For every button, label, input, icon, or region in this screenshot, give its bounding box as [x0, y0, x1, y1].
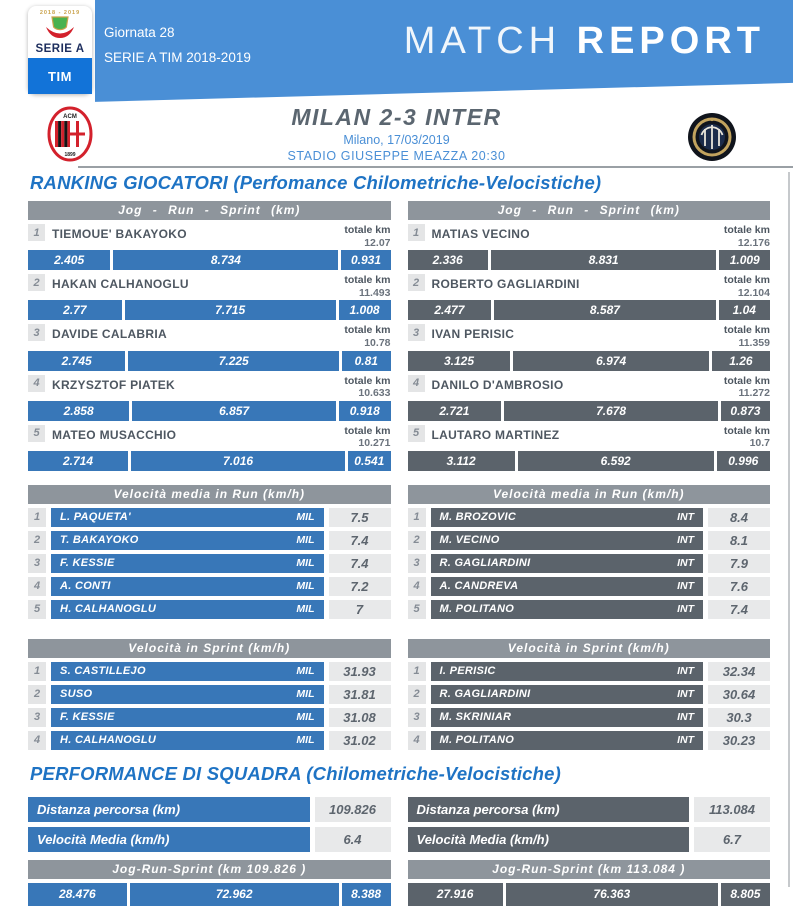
sprint-segment: 0.931 — [341, 250, 390, 270]
run-segment: 7.016 — [131, 451, 345, 471]
speed-row — [28, 531, 391, 550]
jog-run-sprint-header: Jog - Run - Sprint (km) — [28, 201, 391, 220]
team-jog-run-sprint-header: Jog-Run-Sprint (km 113.084 ) — [408, 860, 771, 879]
rank-number: 4 — [408, 375, 425, 392]
team-abbr: INT — [677, 534, 694, 547]
totale-km-label: totale km — [723, 324, 770, 337]
ranking-tables — [28, 201, 770, 471]
stat-row — [408, 827, 771, 852]
totale-km-label: totale km — [344, 374, 391, 387]
player-bar — [51, 554, 324, 573]
totale-km-value: 12.176 — [737, 236, 770, 249]
speed-value: 7.4 — [708, 600, 770, 619]
player-name: R. GAGLIARDINI — [439, 688, 531, 701]
rank-number: 1 — [28, 662, 46, 681]
sprint-speed-header: Velocità in Sprint (km/h) — [28, 639, 391, 658]
rank-number: 4 — [28, 731, 46, 750]
speed-row — [28, 708, 391, 727]
player-row — [28, 423, 391, 471]
player-bar — [51, 508, 324, 527]
match-place-date: Milano, 17/03/2019 — [343, 133, 450, 147]
player-row — [28, 272, 391, 320]
player-bar — [431, 554, 704, 573]
jog-run-sprint-bar — [408, 300, 771, 320]
jog-run-sprint-bar — [408, 250, 771, 270]
sprint-segment: 0.873 — [721, 401, 770, 421]
team-performance-title: PERFORMANCE DI SQUADRA (Chilometriche-Velocistiche) — [30, 762, 562, 784]
run-segment: 7.225 — [128, 351, 339, 371]
player-name: H. CALHANOGLU — [60, 603, 157, 616]
player-name: S. CASTILLEJO — [60, 665, 146, 678]
jog-segment: 2.77 — [28, 300, 122, 320]
team-abbr: INT — [677, 734, 694, 747]
totale-km-label: totale km — [344, 274, 391, 287]
totale-km-label: totale km — [344, 424, 391, 437]
totale-km-value: 10.7 — [749, 437, 770, 450]
team-performance-milan — [28, 792, 391, 906]
player-name: TIEMOUE' BAKAYOKO — [52, 227, 187, 241]
svg-text:1899: 1899 — [64, 152, 76, 158]
team-abbr: INT — [677, 580, 694, 593]
player-name: A. CONTI — [60, 580, 111, 593]
player-bar — [51, 600, 324, 619]
team-abbr: INT — [677, 688, 694, 701]
player-name: F. KESSIE — [60, 557, 115, 570]
speed-value: 31.08 — [329, 708, 391, 727]
jog-segment: 3.125 — [408, 351, 511, 371]
speed-row — [408, 708, 771, 727]
stat-label-bar: Velocità Media (km/h) — [408, 827, 690, 852]
team-abbr: MIL — [296, 688, 315, 701]
stat-row — [408, 797, 771, 822]
rank-number: 5 — [408, 600, 426, 619]
totale-km-value: 10.78 — [364, 336, 391, 349]
speed-value: 31.93 — [329, 662, 391, 681]
rank-number: 2 — [408, 274, 425, 291]
rank-number: 1 — [28, 508, 46, 527]
team-abbr: MIL — [296, 580, 315, 593]
player-row — [28, 373, 391, 421]
team-performance-inter — [408, 792, 771, 906]
player-bar — [51, 708, 324, 727]
stat-row — [28, 797, 391, 822]
ranking-section-title: RANKING GIOCATORI (Perfomance Chilometriche-Velocistiche) — [30, 172, 602, 193]
sprint-segment: 0.996 — [717, 451, 770, 471]
rank-number: 1 — [408, 224, 425, 241]
player-name: M. VECINO — [439, 534, 500, 547]
jog-run-sprint-bar — [28, 401, 391, 421]
rank-number: 1 — [408, 662, 426, 681]
serie-a-tim-logo — [28, 6, 92, 94]
totale-km-label: totale km — [723, 374, 770, 387]
sprint-segment: 0.541 — [348, 451, 390, 471]
speed-value: 30.64 — [708, 685, 770, 704]
speed-value: 30.23 — [708, 731, 770, 750]
speed-value: 7.5 — [329, 508, 391, 527]
rank-number: 4 — [28, 375, 45, 392]
team-abbr: MIL — [296, 665, 315, 678]
rank-number: 5 — [28, 600, 46, 619]
player-name: MATIAS VECINO — [431, 227, 530, 241]
speed-value: 30.3 — [708, 708, 770, 727]
team-abbr: MIL — [296, 711, 315, 724]
sprint-speed-table-milan — [28, 639, 391, 750]
match-stadium: STADIO GIUSEPPE MEAZZA 20:30 — [287, 149, 506, 163]
speed-value: 8.1 — [708, 531, 770, 550]
team-abbr: MIL — [296, 603, 315, 616]
rank-number: 2 — [408, 685, 426, 704]
player-name: M. BROZOVIC — [439, 511, 517, 524]
stat-row — [28, 827, 391, 852]
speed-row — [408, 577, 771, 596]
sprint-speed-table-inter — [408, 639, 771, 750]
player-name: IVAN PERISIC — [431, 327, 515, 342]
jog-run-sprint-bar — [408, 401, 771, 421]
player-bar — [51, 531, 324, 550]
rank-number: 3 — [408, 554, 426, 573]
speed-value: 8.4 — [708, 508, 770, 527]
sprint-segment: 1.009 — [719, 250, 770, 270]
player-row — [408, 322, 771, 370]
rank-number: 3 — [28, 708, 46, 727]
player-bar — [51, 662, 324, 681]
team-abbr: MIL — [296, 557, 315, 570]
player-bar — [431, 708, 704, 727]
jog-run-sprint-bar — [28, 351, 391, 371]
speed-value: 7.4 — [329, 531, 391, 550]
rank-number: 3 — [408, 708, 426, 727]
rank-number: 2 — [28, 274, 45, 291]
ranking-table-inter — [408, 201, 771, 471]
stat-value: 113.084 — [694, 797, 770, 822]
rank-number: 1 — [408, 508, 426, 527]
top-banner — [0, 0, 793, 112]
totale-km-value: 12.07 — [364, 236, 391, 249]
jog-segment: 2.477 — [408, 300, 492, 320]
report-title — [404, 20, 765, 63]
team-abbr: MIL — [296, 534, 315, 547]
player-name: HAKAN CALHANOGLU — [52, 277, 189, 292]
jog-segment: 2.405 — [28, 250, 110, 270]
speed-row — [28, 577, 391, 596]
jog-run-sprint-header: Jog - Run - Sprint (km) — [408, 201, 771, 220]
player-bar — [431, 508, 704, 527]
run-segment: 76.363 — [506, 883, 718, 906]
rank-number: 4 — [408, 577, 426, 596]
totale-km-label: totale km — [344, 224, 391, 236]
speed-value: 7 — [329, 600, 391, 619]
sprint-speed-tables — [28, 639, 770, 750]
jog-segment: 2.721 — [408, 401, 502, 421]
run-segment: 6.974 — [513, 351, 708, 371]
header-divider — [78, 166, 793, 168]
team-abbr: INT — [677, 711, 694, 724]
totale-km-value: 10.271 — [358, 437, 391, 450]
player-bar — [51, 685, 324, 704]
stat-value: 6.4 — [315, 827, 391, 852]
speed-row — [28, 600, 391, 619]
speed-row — [408, 600, 771, 619]
player-bar — [431, 531, 704, 550]
speed-row — [28, 508, 391, 527]
totale-km-label: totale km — [723, 224, 770, 236]
player-row — [408, 373, 771, 421]
speed-row — [28, 731, 391, 750]
team-abbr: MIL — [296, 511, 315, 524]
totale-km-value: 11.493 — [358, 286, 391, 299]
run-segment: 72.962 — [130, 883, 339, 906]
jog-run-sprint-bar — [408, 451, 771, 471]
speed-row — [408, 662, 771, 681]
giornata-label: Giornata 28 — [104, 25, 175, 40]
totale-km-label: totale km — [344, 324, 391, 337]
speed-value: 31.02 — [329, 731, 391, 750]
stat-label-bar: Velocità Media (km/h) — [28, 827, 310, 852]
player-row — [408, 272, 771, 320]
rank-number: 3 — [28, 324, 45, 341]
jog-segment: 2.336 — [408, 250, 488, 270]
player-bar — [51, 731, 324, 750]
rank-number: 5 — [408, 425, 425, 442]
player-bar — [431, 731, 704, 750]
season-label: SERIE A TIM 2018-2019 — [104, 50, 251, 65]
speed-row — [408, 731, 771, 750]
run-speed-tables — [28, 485, 770, 619]
rank-number: 2 — [28, 685, 46, 704]
speed-value: 7.9 — [708, 554, 770, 573]
ranking-table-milan — [28, 201, 391, 471]
jog-segment: 2.714 — [28, 451, 128, 471]
totale-km-value: 10.633 — [358, 387, 391, 400]
page-edge-line — [788, 172, 790, 887]
jog-run-sprint-bar — [28, 451, 391, 471]
jog-run-sprint-bar — [408, 351, 771, 371]
report-title-report: REPORT — [576, 20, 765, 62]
speed-row — [28, 662, 391, 681]
speed-value: 7.6 — [708, 577, 770, 596]
run-speed-table-milan — [28, 485, 391, 619]
stat-value: 109.826 — [315, 797, 391, 822]
player-row — [408, 423, 771, 471]
totale-km-label: totale km — [723, 424, 770, 437]
totale-km-value: 12.104 — [737, 286, 770, 299]
ac-milan-crest — [48, 106, 92, 162]
stat-value: 6.7 — [694, 827, 770, 852]
player-name: LAUTARO MARTINEZ — [431, 427, 560, 442]
tim-logo: TIM — [28, 58, 92, 94]
team-jog-run-sprint-bar — [408, 883, 771, 906]
sprint-segment: 8.388 — [342, 883, 391, 906]
team-abbr: MIL — [296, 734, 315, 747]
player-bar — [431, 600, 704, 619]
match-score: MILAN 2-3 INTER — [291, 104, 502, 130]
team-performance-tables — [28, 792, 770, 906]
run-speed-table-inter — [408, 485, 771, 619]
totale-km-value: 11.272 — [738, 387, 770, 400]
totale-km-label: totale km — [723, 274, 770, 287]
rank-number: 4 — [408, 731, 426, 750]
player-bar — [431, 662, 704, 681]
badge-years: 2018 - 2019 — [39, 10, 81, 16]
svg-text:ACM: ACM — [63, 114, 77, 120]
rank-number: 3 — [28, 554, 46, 573]
speed-row — [408, 554, 771, 573]
run-segment: 7.678 — [504, 401, 718, 421]
stat-label-bar: Distanza percorsa (km) — [28, 797, 310, 822]
player-name: R. GAGLIARDINI — [439, 557, 531, 570]
run-speed-header: Velocità media in Run (km/h) — [28, 485, 391, 504]
rank-number: 4 — [28, 577, 46, 596]
serie-a-trophy-icon — [43, 16, 77, 42]
totale-km-value: 11.359 — [738, 336, 770, 349]
team-jog-run-sprint-bar — [28, 883, 391, 906]
badge-league-label: SERIE A — [35, 43, 85, 55]
run-segment: 8.734 — [113, 250, 338, 270]
rank-number: 2 — [408, 531, 426, 550]
stat-label-bar: Distanza percorsa (km) — [408, 797, 690, 822]
player-name: KRZYSZTOF PIATEK — [52, 377, 176, 392]
player-name: H. CALHANOGLU — [60, 734, 157, 747]
player-name: L. PAQUETA' — [60, 511, 131, 524]
speed-row — [28, 685, 391, 704]
player-name: F. KESSIE — [60, 711, 115, 724]
player-name: T. BAKAYOKO — [60, 534, 139, 547]
sprint-segment: 1.26 — [712, 351, 770, 371]
sprint-segment: 1.008 — [339, 300, 391, 320]
player-name: M. POLITANO — [439, 603, 515, 616]
player-name: M. SKRINIAR — [439, 711, 512, 724]
run-segment: 8.831 — [491, 250, 717, 270]
speed-row — [408, 531, 771, 550]
player-bar — [431, 685, 704, 704]
run-segment: 8.587 — [494, 300, 715, 320]
speed-row — [408, 508, 771, 527]
sprint-segment: 1.04 — [719, 300, 770, 320]
sprint-speed-header: Velocità in Sprint (km/h) — [408, 639, 771, 658]
rank-number: 3 — [408, 324, 425, 341]
inter-crest — [687, 112, 737, 162]
player-name: DANILO D'AMBROSIO — [431, 377, 564, 392]
jog-run-sprint-bar — [28, 300, 391, 320]
rank-number: 1 — [28, 224, 45, 241]
speed-value: 31.81 — [329, 685, 391, 704]
jog-segment: 2.745 — [28, 351, 125, 371]
team-abbr: INT — [677, 557, 694, 570]
speed-row — [408, 685, 771, 704]
player-bar — [51, 577, 324, 596]
player-row — [28, 322, 391, 370]
player-name: M. POLITANO — [439, 734, 515, 747]
run-segment: 7.715 — [125, 300, 336, 320]
rank-number: 5 — [28, 425, 45, 442]
player-name: A. CANDREVA — [439, 580, 519, 593]
run-segment: 6.592 — [518, 451, 714, 471]
speed-value: 7.2 — [329, 577, 391, 596]
run-speed-header: Velocità media in Run (km/h) — [408, 485, 771, 504]
player-row — [408, 222, 771, 270]
player-name: SUSO — [60, 688, 93, 701]
team-jog-run-sprint-header: Jog-Run-Sprint (km 109.826 ) — [28, 860, 391, 879]
speed-row — [28, 554, 391, 573]
jog-segment: 28.476 — [28, 883, 127, 906]
report-title-match: MATCH — [403, 20, 562, 62]
team-abbr: INT — [677, 603, 694, 616]
team-abbr: INT — [677, 665, 694, 678]
player-row — [28, 222, 391, 270]
rank-number: 2 — [28, 531, 46, 550]
sprint-segment: 0.918 — [339, 401, 391, 421]
jog-segment: 2.858 — [28, 401, 129, 421]
player-bar — [431, 577, 704, 596]
match-strip — [0, 100, 793, 166]
player-name: DAVIDE CALABRIA — [52, 327, 167, 342]
player-name: I. PERISIC — [439, 665, 496, 678]
speed-value: 32.34 — [708, 662, 770, 681]
jog-segment: 3.112 — [408, 451, 515, 471]
run-segment: 6.857 — [132, 401, 336, 421]
sprint-segment: 8.805 — [721, 883, 770, 906]
jog-segment: 27.916 — [408, 883, 503, 906]
team-abbr: INT — [677, 511, 694, 524]
jog-run-sprint-bar — [28, 250, 391, 270]
sprint-segment: 0.81 — [342, 351, 390, 371]
report-body — [28, 171, 770, 906]
match-info — [120, 104, 673, 163]
player-name: MATEO MUSACCHIO — [52, 427, 177, 442]
speed-value: 7.4 — [329, 554, 391, 573]
player-name: ROBERTO GAGLIARDINI — [431, 277, 580, 292]
